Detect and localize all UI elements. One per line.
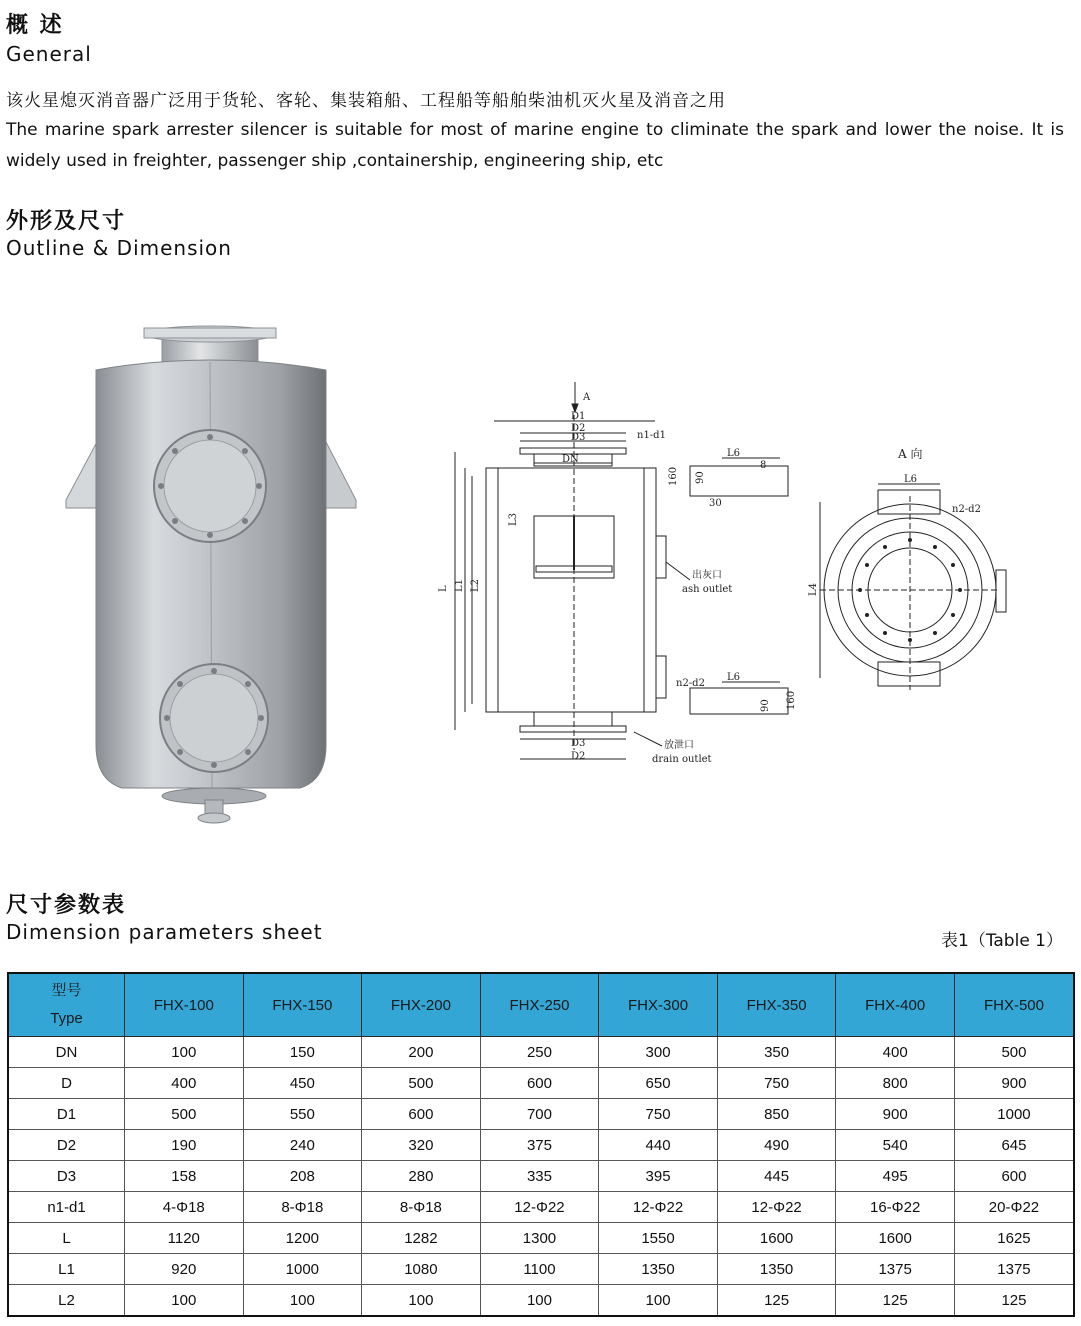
- outline-heading-zh: 外形及尺寸: [6, 209, 127, 234]
- drawing-label-l1: L1: [454, 578, 465, 592]
- table-row: [8, 1285, 1074, 1317]
- table-cell: 190: [125, 1130, 244, 1161]
- ash-outlet-en: ash outlet: [682, 584, 733, 595]
- row-label: D1: [8, 1099, 125, 1130]
- table-cell: 100: [362, 1285, 481, 1317]
- table-row: [8, 1223, 1074, 1254]
- table-cell: 150: [243, 1037, 362, 1068]
- header-type-zh: 型号: [51, 982, 82, 999]
- table-cell: 700: [480, 1099, 599, 1130]
- drawing-label-d1: D1: [571, 411, 586, 422]
- drawing-label-n1d1: n1-d1: [637, 430, 666, 441]
- general-heading-en: General: [6, 42, 92, 66]
- row-label: D: [8, 1068, 125, 1099]
- table-cell: 450: [243, 1068, 362, 1099]
- header-model: FHX-200: [362, 973, 481, 1037]
- table-cell: 125: [836, 1285, 955, 1317]
- table-cell: 100: [125, 1285, 244, 1317]
- detail-label-160-bottom: 160: [786, 690, 797, 710]
- table-cell: 100: [243, 1285, 362, 1317]
- table-cell: 395: [599, 1161, 718, 1192]
- detail-label-n2d2: n2-d2: [676, 678, 705, 689]
- table-cell: 440: [599, 1130, 718, 1161]
- header-model: FHX-350: [717, 973, 836, 1037]
- table-cell: 100: [599, 1285, 718, 1317]
- detail-label-l6: L6: [727, 448, 741, 459]
- table-cell: 540: [836, 1130, 955, 1161]
- a-view-label-l4: L4: [808, 582, 819, 596]
- header-model: FHX-400: [836, 973, 955, 1037]
- table-cell: 12-Φ22: [717, 1192, 836, 1223]
- table-cell: 100: [480, 1285, 599, 1317]
- drawing-label-l: L: [438, 585, 449, 592]
- drain-outlet-zh: 放泄口: [664, 740, 694, 751]
- table-row: [8, 1068, 1074, 1099]
- drain-outlet-en: drain outlet: [652, 754, 712, 765]
- detail-label-160: 160: [668, 466, 679, 486]
- row-label: L2: [8, 1285, 125, 1317]
- header-type: [8, 973, 125, 1037]
- table-cell: 600: [480, 1068, 599, 1099]
- table-note: 表1（Table 1）: [941, 931, 1063, 951]
- dimension-table: [7, 972, 1075, 1317]
- detail-label-l6-bottom: L6: [727, 672, 741, 683]
- table-cell: 280: [362, 1161, 481, 1192]
- table-cell: 4-Φ18: [125, 1192, 244, 1223]
- table-cell: 100: [125, 1037, 244, 1068]
- table-cell: 208: [243, 1161, 362, 1192]
- table-cell: 1375: [836, 1254, 955, 1285]
- drawing-label-a: A: [583, 392, 591, 403]
- drawing-label-dn: DN: [562, 454, 579, 465]
- table-cell: 240: [243, 1130, 362, 1161]
- drawing-label-d3-bottom: D3: [571, 738, 586, 749]
- table-cell: 320: [362, 1130, 481, 1161]
- drawing-label-l2: L2: [470, 578, 481, 592]
- row-label: L: [8, 1223, 125, 1254]
- a-view-label-n2d2: n2-d2: [952, 504, 981, 515]
- front-view-drawing: [438, 382, 797, 765]
- table-cell: 600: [954, 1161, 1074, 1192]
- row-label: D3: [8, 1161, 125, 1192]
- table-cell: 20-Φ22: [954, 1192, 1074, 1223]
- table-cell: 500: [362, 1068, 481, 1099]
- row-label: n1-d1: [8, 1192, 125, 1223]
- detail-label-90: 90: [695, 471, 706, 484]
- table-cell: 1350: [599, 1254, 718, 1285]
- a-view-drawing: [808, 447, 1006, 690]
- table-cell: 1120: [125, 1223, 244, 1254]
- table-cell: 750: [717, 1068, 836, 1099]
- table-cell: 445: [717, 1161, 836, 1192]
- outline-heading-en: Outline & Dimension: [6, 236, 232, 260]
- detail-label-30: 30: [709, 498, 722, 509]
- table-cell: 300: [599, 1037, 718, 1068]
- table-row: [8, 1161, 1074, 1192]
- params-heading-en: Dimension parameters sheet: [6, 920, 323, 944]
- params-heading-zh: 尺寸参数表: [6, 893, 127, 918]
- header-model: FHX-100: [125, 973, 244, 1037]
- table-cell: 490: [717, 1130, 836, 1161]
- table-cell: 158: [125, 1161, 244, 1192]
- table-cell: 1625: [954, 1223, 1074, 1254]
- table-row: [8, 1254, 1074, 1285]
- table-cell: 12-Φ22: [480, 1192, 599, 1223]
- table-cell: 850: [717, 1099, 836, 1130]
- table-cell: 800: [836, 1068, 955, 1099]
- drawing-label-d2-bottom: D2: [571, 751, 586, 762]
- table-row: [8, 1130, 1074, 1161]
- table-cell: 400: [125, 1068, 244, 1099]
- table-cell: 125: [954, 1285, 1074, 1317]
- table-cell: 1375: [954, 1254, 1074, 1285]
- outline-figure: [0, 300, 1081, 840]
- table-cell: 1282: [362, 1223, 481, 1254]
- table-cell: 1000: [954, 1099, 1074, 1130]
- table-cell: 125: [717, 1285, 836, 1317]
- table-row: [8, 1192, 1074, 1223]
- row-label: DN: [8, 1037, 125, 1068]
- table-cell: 1200: [243, 1223, 362, 1254]
- header-type-en: Type: [50, 1010, 83, 1027]
- table-cell: 1350: [717, 1254, 836, 1285]
- general-text-zh: 该火星熄灭消音器广泛用于货轮、客轮、集装箱船、工程船等船舶柴油机灭火星及消音之用: [6, 91, 726, 111]
- table-row: [8, 1037, 1074, 1068]
- table-cell: 650: [599, 1068, 718, 1099]
- drawing-label-d3: D3: [571, 432, 586, 443]
- header-model: FHX-150: [243, 973, 362, 1037]
- table-cell: 750: [599, 1099, 718, 1130]
- header-model: FHX-500: [954, 973, 1074, 1037]
- table-row: [8, 1099, 1074, 1130]
- table-cell: 1600: [717, 1223, 836, 1254]
- table-cell: 900: [836, 1099, 955, 1130]
- detail-label-90-bottom: 90: [760, 699, 771, 712]
- header-model: FHX-300: [599, 973, 718, 1037]
- detail-label-8: 8: [760, 460, 767, 471]
- table-cell: 1000: [243, 1254, 362, 1285]
- table-cell: 500: [954, 1037, 1074, 1068]
- table-cell: 350: [717, 1037, 836, 1068]
- table-cell: 8-Φ18: [362, 1192, 481, 1223]
- table-cell: 375: [480, 1130, 599, 1161]
- general-heading-zh: 概 述: [6, 13, 64, 38]
- table-cell: 1080: [362, 1254, 481, 1285]
- table-cell: 250: [480, 1037, 599, 1068]
- table-cell: 495: [836, 1161, 955, 1192]
- table-cell: 400: [836, 1037, 955, 1068]
- row-label: L1: [8, 1254, 125, 1285]
- table-cell: 1300: [480, 1223, 599, 1254]
- header-model: FHX-250: [480, 973, 599, 1037]
- silencer-photo: [66, 326, 356, 823]
- table-cell: 335: [480, 1161, 599, 1192]
- table-cell: 920: [125, 1254, 244, 1285]
- table-cell: 900: [954, 1068, 1074, 1099]
- drawing-label-d2: D2: [571, 423, 586, 434]
- table-cell: 600: [362, 1099, 481, 1130]
- table-cell: 12-Φ22: [599, 1192, 718, 1223]
- table-header-row: [8, 973, 1074, 1037]
- a-view-label: A 向: [898, 447, 923, 461]
- table-cell: 550: [243, 1099, 362, 1130]
- table-cell: 8-Φ18: [243, 1192, 362, 1223]
- table-cell: 16-Φ22: [836, 1192, 955, 1223]
- a-view-label-l6: L6: [904, 474, 918, 485]
- table-cell: 500: [125, 1099, 244, 1130]
- row-label: D2: [8, 1130, 125, 1161]
- table-cell: 1600: [836, 1223, 955, 1254]
- table-cell: 200: [362, 1037, 481, 1068]
- table-cell: 645: [954, 1130, 1074, 1161]
- ash-outlet-zh: 出灰口: [692, 570, 722, 581]
- drawing-label-l3: L3: [508, 512, 519, 526]
- general-text-en: The marine spark arrester silencer is suitable for most of marine engine to climinate the spark and lower the noise. It is widely used in freighter, passenger ship ,containership, engineering ship, etc: [6, 120, 1064, 171]
- table-cell: 1100: [480, 1254, 599, 1285]
- table-cell: 1550: [599, 1223, 718, 1254]
